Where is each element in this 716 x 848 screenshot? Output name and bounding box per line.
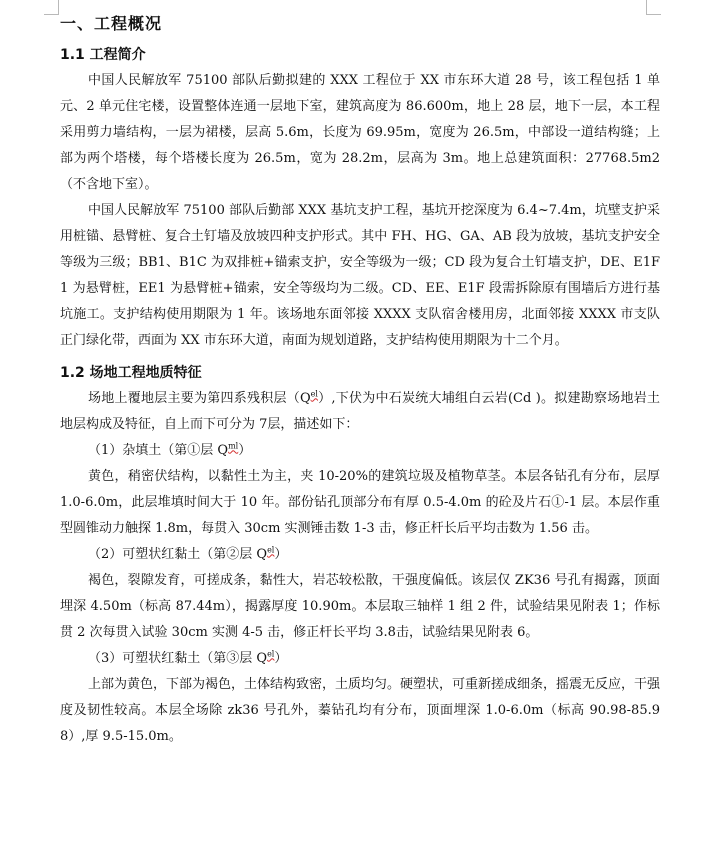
- layer-2-title: [60, 542, 660, 568]
- layer-1-description: 黄色，稍密伏结构，以黏性土为主，夹 10-20%的建筑垃圾及植物草茎。本层各钻孔有分布，层厚 1.0-6.0m，此层堆填时间大于 10 年。部份钻孔顶部分布有厚 0.5-4.0m 的砼及片石①-1 层。本层作重型圆锥动力触探 1.8m，每贯入 30cm 实测锤击数 1-3 击，修正杆长后平均击数为 1.56 击。: [60, 469, 660, 536]
- layer-1-title-text-a: （1）杂填土（第①层 Q: [88, 443, 229, 458]
- layer-3-title-superscript: el: [267, 649, 275, 659]
- page-corner-mark-left: [44, 0, 59, 15]
- section-title: 一、工程概况: [60, 14, 163, 33]
- layer-2-description: 褐色，裂隙发育，可搓成条，黏性大，岩芯较松散，干强度偏低。该层仅 ZK36 号孔有揭露，顶面埋深 4.50m（标高 87.44m），揭露厚度 10.90m。本层取三轴样 1 组 2 件，试验结果见附表 1；作标贯 2 次每贯入试验 30cm 实测 4-5 击，修正杆长平均 3.8击，试验结果见附表 6。: [60, 573, 660, 640]
- layer-1-title-text-b: ）: [238, 443, 252, 458]
- subsection-heading-geology: 1.2 场地工程地质特征: [60, 365, 202, 381]
- document-body: [60, 10, 660, 750]
- project-intro-paragraph-2: 中国人民解放军 75100 部队后勤部 XXX 基坑支护工程，基坑开挖深度为 6.4~7.4m，坑壁支护采用桩锚、悬臂桩、复合土钉墙及放坡四种支护形式。其中 FH、HG、GA、AB 段为放坡，基坑支护安全等级为三级；BB1、B1C 为双排桩+锚索支护，安全等级为一级；CD 段为复合土钉墙支护，DE、E1F1 为悬臂桩，EE1 为悬臂桩+锚索，安全等级均为二级。CD、EE、E1F 段需拆除原有围墙后方进行基坑施工。支护结构使用期限为 1 年。该场地东面邻接 XXXX 支队宿舍楼用房，北面邻接 XXXX 市支队正门绿化带，西面为 XX 市东环大道，南面为规划道路，支护结构使用期限为十二个月。: [60, 203, 660, 348]
- layer-2-title-superscript: el: [267, 545, 275, 555]
- geology-intro-text-a: 场地上覆地层主要为第四系残积层（Q: [88, 391, 311, 406]
- layer-1-title-superscript: ml: [228, 441, 239, 451]
- project-intro-paragraph-1: 中国人民解放军 75100 部队后勤拟建的 XXX 工程位于 XX 市东环大道 28 号，该工程包括 1 单元、2 单元住宅楼，设置整体连通一层地下室，建筑高度为 86.600m，地上 28 层，地下一层，本工程采用剪力墙结构，一层为裙楼，层高 5.6m，长度为 69.95m，宽度为 26.5m，中部设一道结构缝；上部为两个塔楼，每个塔楼长度为 26.5m，宽为 28.2m，层高为 3m。地上总建筑面积：27768.5m2（不含地下室）。: [60, 73, 660, 192]
- layer-3-title-text-b: ）: [274, 651, 288, 666]
- layer-3-title-text-a: （3）可塑状红黏土（第③层 Q: [88, 651, 268, 666]
- layer-2-title-text-a: （2）可塑状红黏土（第②层 Q: [88, 547, 268, 562]
- layer-3-title: [60, 646, 660, 672]
- layer-1-title: [60, 438, 660, 464]
- layer-3-description: 上部为黄色，下部为褐色，土体结构致密，土质均匀。硬塑状，可重新搓成细条，摇震无反应，干强度及韧性较高。本层全场除 zk36 号孔外，蓁钻孔均有分布，顶面埋深 1.0-6.0m（标高 90.98-85.98）,厚 9.5-15.0m。: [60, 677, 661, 744]
- geology-intro-text-b: ）,下伏为中石炭统大埔组白云岩(Cd )。拟建勘察场地岩土地层构成及特征，自上而下可分为 7层，描述如下：: [60, 391, 660, 432]
- layer-2-title-text-b: ）: [274, 547, 288, 562]
- geology-intro-paragraph: [60, 386, 660, 438]
- subsection-heading-project-intro: 1.1 工程简介: [60, 47, 146, 63]
- geology-intro-superscript: el: [310, 389, 318, 399]
